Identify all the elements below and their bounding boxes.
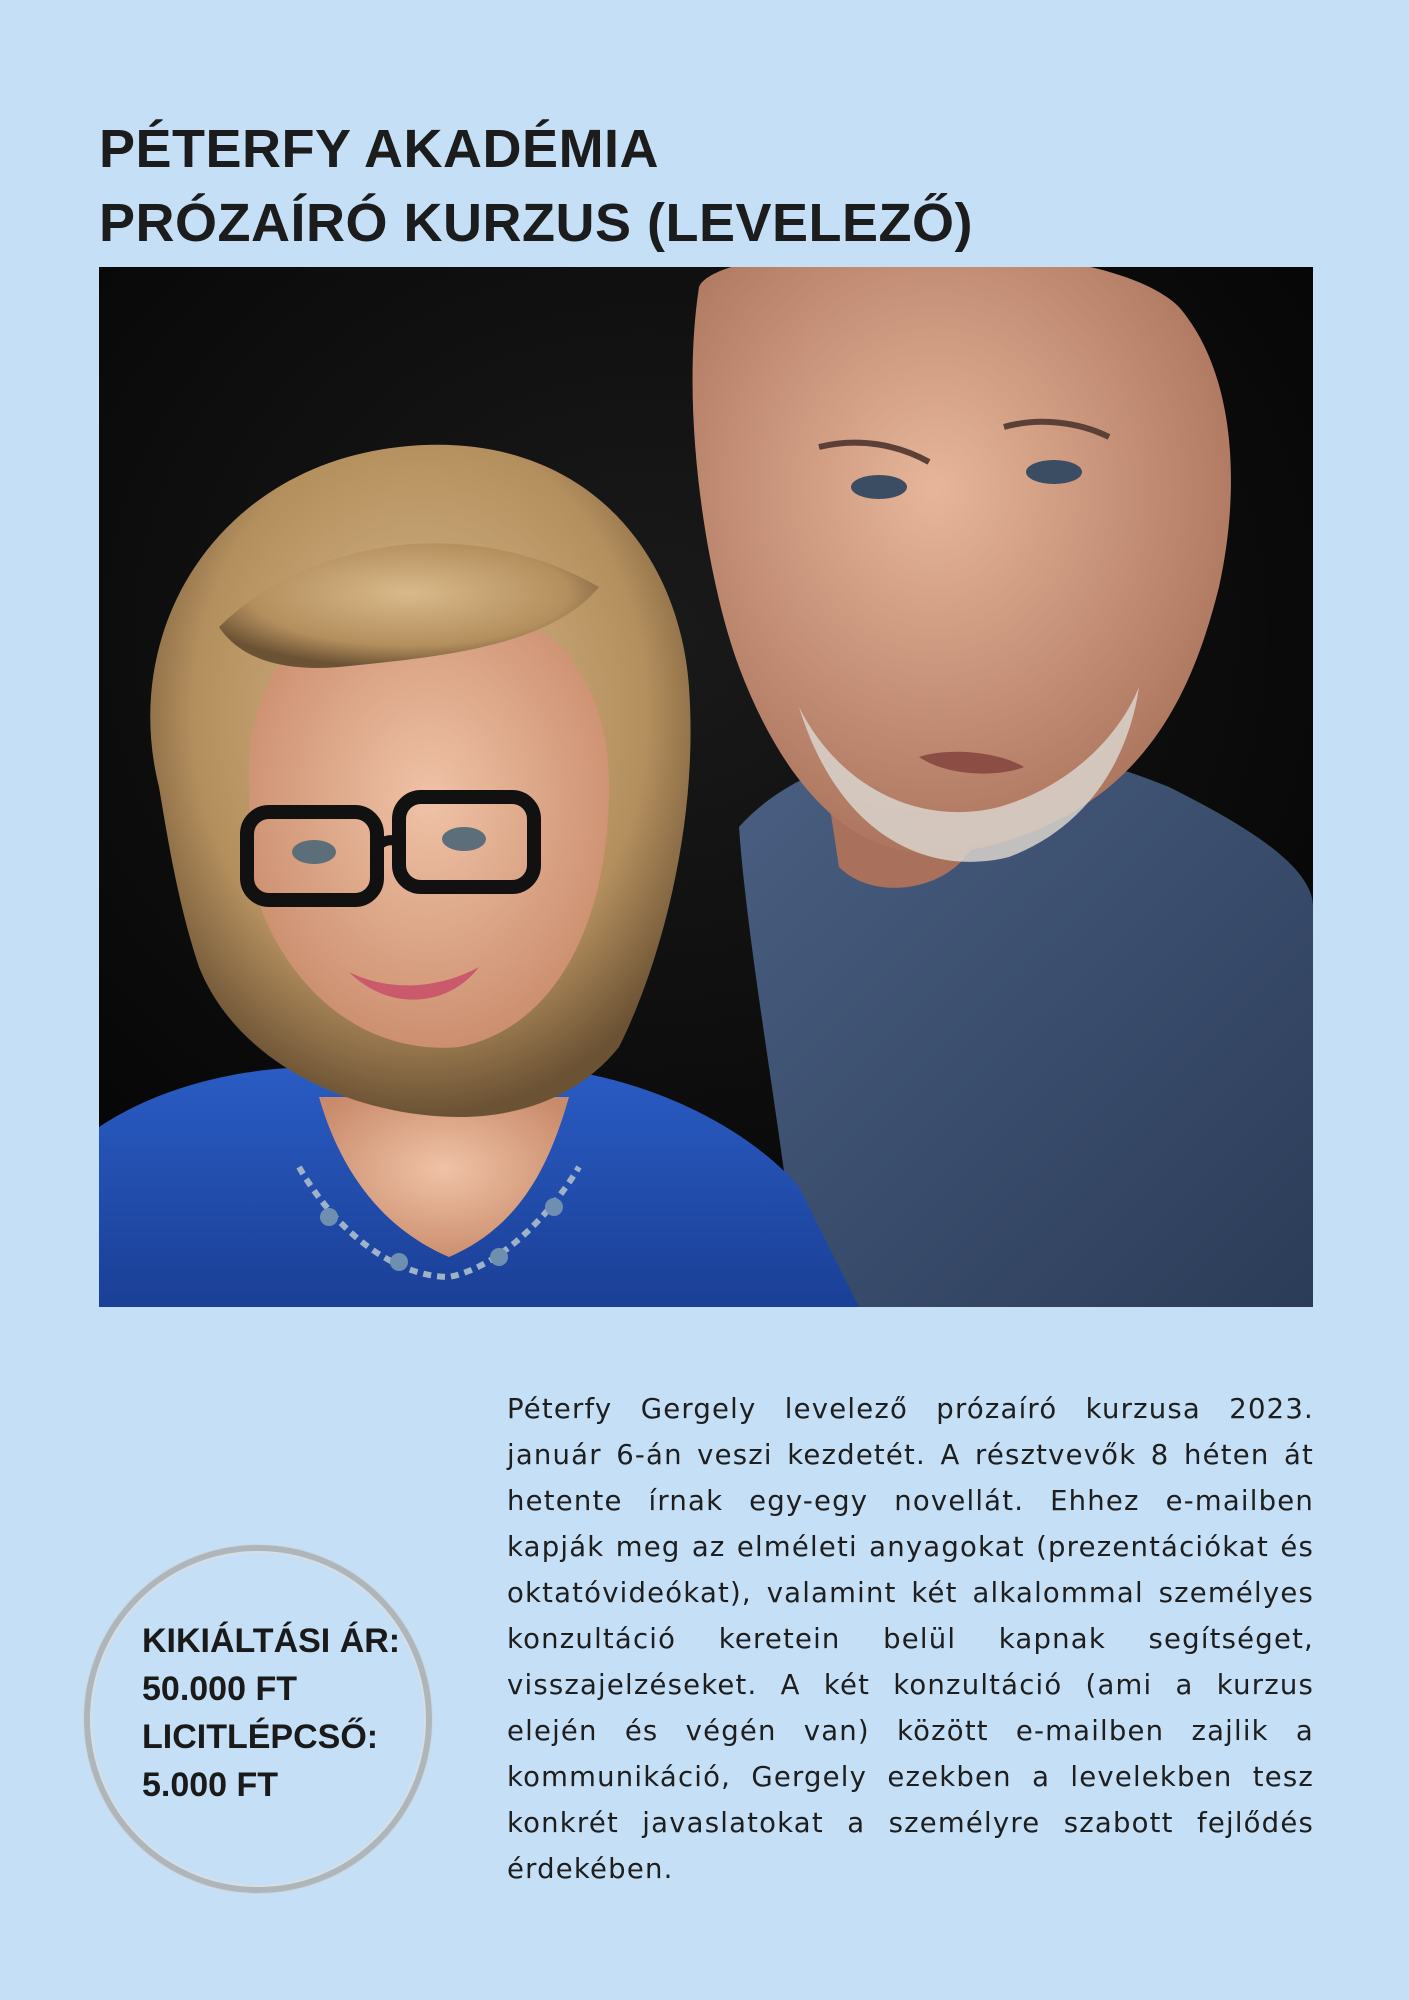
course-description: Péterfy Gergely levelező prózaíró kurzusa 2023. január 6-án veszi kezdetét. A résztvevők 8 héten át hetente írnak egy-egy novellát. Ehhez e-mailben kapják meg az elméleti anyagokat (prezentációkat és oktatóvideókat), valamint két alkalommal személyes konzultáció keretein belül kapnak segítséget, visszajelzéseket. A két konzultáció (ami a kurzus elején és végén van) között e-mailben zajlik a kommunikáció, Gergely ezekben a levelekben tesz konkrét javaslatokat a személyre szabott fejlődés érdekében.: [507, 1393, 1314, 1885]
title-line-course: PRÓZAÍRÓ KURZUS (LEVELEZŐ): [99, 193, 973, 253]
start-price-value: 50.000 FT: [142, 1670, 297, 1708]
portrait-photo: [99, 267, 1313, 1307]
price-info: [142, 1617, 400, 1809]
bid-step-value: 5.000 FT: [142, 1766, 279, 1804]
bid-step-label: LICITLÉPCSŐ:: [142, 1718, 379, 1756]
page-title: [99, 112, 973, 260]
portrait-illustration: [99, 267, 1313, 1307]
start-price-label: KIKIÁLTÁSI ÁR:: [142, 1622, 401, 1660]
title-line-academy: PÉTERFY AKADÉMIA: [99, 119, 660, 179]
